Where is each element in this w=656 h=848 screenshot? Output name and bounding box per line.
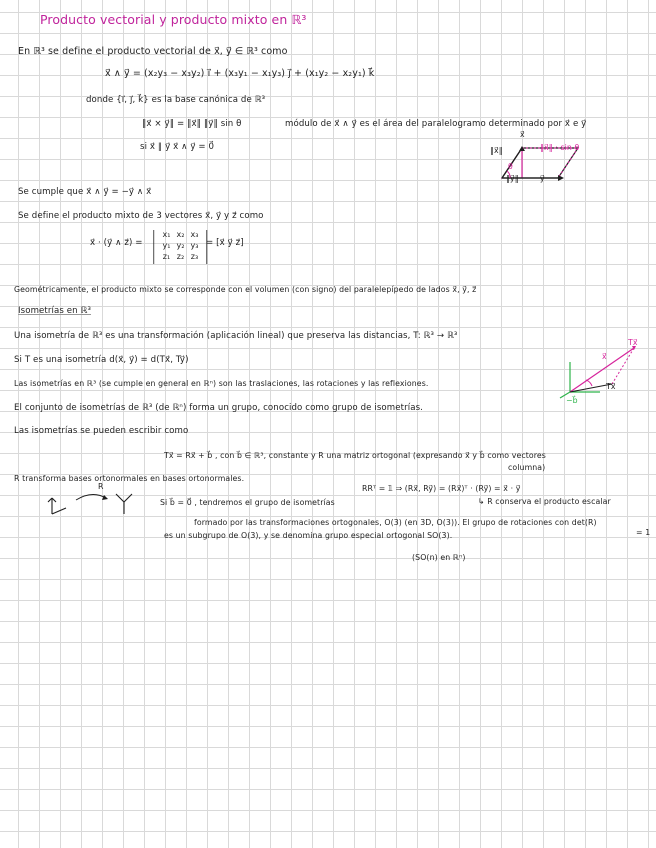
anticommutative-note: Se cumple que x⃗ ∧ y⃗ = −y⃗ ∧ x⃗ (18, 187, 152, 197)
basis-transform-sketch (40, 484, 140, 518)
matrix-cell: x₃ (190, 229, 199, 239)
son-note: (SO(n) en ℝⁿ) (412, 553, 466, 562)
isometry-types: Las isometrías en ℝ³ (se cumple en general en ℝⁿ) son las traslaciones, las rotaciones y las reflexiones. (14, 379, 429, 388)
fig1-norm-y-label: ‖y⃗‖ (506, 174, 519, 183)
matrix-cell: x₂ (176, 229, 185, 239)
parallelogram-area-note: módulo de x⃗ ∧ y⃗ es el área del paralelogramo determinado por x⃗ e y⃗ (285, 119, 587, 129)
matrix-cell: y₁ (162, 240, 171, 250)
isometry-distance-property: Si T es una isometría d(x⃗, y⃗) = d(Tx⃗, Ty⃗) (14, 355, 189, 365)
fig2-tx-label: Tx⃗ (606, 382, 616, 391)
parallel-vectors-note: si x⃗ ∥ y⃗ x⃗ ∧ y⃗ = 0⃗ (140, 142, 215, 152)
isometry-form-intro: Las isometrías se pueden escribir como (14, 426, 189, 436)
isometries-heading: Isometrías en ℝ³ (18, 306, 92, 316)
orthonormal-bases-note: R transforma bases ortonormales en bases ortonormales. (14, 474, 245, 483)
isometry-definition: Una isometría de ℝ³ es una transformación (aplicación lineal) que preserva las distancias, T: ℝ³ → ℝ³ (14, 331, 458, 341)
matrix-cell: y₂ (176, 240, 185, 250)
page-title: Producto vectorial y producto mixto en ℝ³ (40, 12, 307, 27)
fig1-theta-label: θ (508, 162, 513, 171)
fig1-height-label: ‖x⃗‖ · sin θ (540, 143, 580, 152)
orthogonal-group-note-end: = 1 (636, 528, 651, 537)
fig2-minus-b-label: −b⃗ (566, 396, 578, 405)
fig2-tx-top-label: Tx⃗ (628, 338, 638, 347)
matrix-cell: y₃ (190, 240, 199, 250)
fig1-y-label: y⃗ (540, 174, 545, 183)
triple-product-rhs: = [x⃗ y⃗ z⃗] (206, 238, 244, 248)
orthogonal-group-note: formado por las transformaciones ortogonales, O(3) (en 3D, O(3)). El grupo de rotaciones con det(R) (194, 518, 597, 527)
fig1-x-label: x⃗ (520, 130, 525, 139)
scalar-product-conserved: ↳ R conserva el producto escalar (478, 497, 611, 506)
fig1-norm-x-label: ‖x⃗‖ (490, 146, 503, 155)
matrix-cell: z₃ (190, 251, 199, 261)
triple-product-lhs: x⃗ · (y⃗ ∧ z⃗) = (90, 238, 143, 248)
special-orthogonal-group-note: es un subgrupo de O(3), y se denomina grupo especial ortogonal SO(3). (164, 531, 453, 540)
translation-figure (556, 340, 646, 400)
cross-product-norm: ‖x⃗ × y⃗‖ = ‖x⃗‖ ‖y⃗‖ sin θ (142, 119, 242, 129)
matrix-cell: z₂ (176, 251, 185, 261)
triple-product-determinant: | x₁ x₂ x₃ y₁ y₂ y₃ z₁ z₂ z₃ | (150, 225, 211, 265)
sketch-r-label: R (98, 482, 104, 491)
matrix-cell: z₁ (162, 251, 171, 261)
b-zero-note: Si b⃗ = 0⃗ , tendremos el grupo de isometrías (160, 498, 335, 507)
matrix-cell: x₁ (162, 229, 171, 239)
definition-cross-product: En ℝ³ se define el producto vectorial de x⃗, y⃗ ∈ ℝ³ como (18, 46, 288, 57)
fig2-x-label: x⃗ (602, 352, 607, 361)
isometry-group: El conjunto de isometrías de ℝ³ (de ℝⁿ) forma un grupo, conocido como grupo de isometrías. (14, 403, 423, 413)
orthogonal-matrix-property: RRᵀ = 𝟙 ⇒ (Rx⃗, Ry⃗) = (Rx⃗)ᵀ · (Ry⃗) = x⃗ · y⃗ (362, 484, 521, 493)
definition-triple-product: Se define el producto mixto de 3 vectores x⃗, y⃗ y z⃗ como (18, 211, 264, 221)
cross-product-formula: x⃗ ∧ y⃗ = (x₂y₃ − x₃y₂) i⃗ + (x₃y₁ − x₁y₃) j⃗ + (x₁y₂ − x₂y₁) k⃗ (105, 68, 375, 79)
canonical-base-note: donde {i⃗, j⃗, k⃗} es la base canónica de ℝ³ (86, 95, 266, 105)
isometry-form-cont: columna) (508, 463, 546, 472)
geometric-interpretation: Geométricamente, el producto mixto se corresponde con el volumen (con signo) del paralelepípedo de lados x⃗, y⃗, z⃗ (14, 285, 477, 294)
isometry-form: Tx⃗ = Rx⃗ + b⃗ , con b⃗ ∈ ℝ³, constante y R una matriz ortogonal (expresando x⃗ y b⃗ como vectores (164, 451, 546, 460)
